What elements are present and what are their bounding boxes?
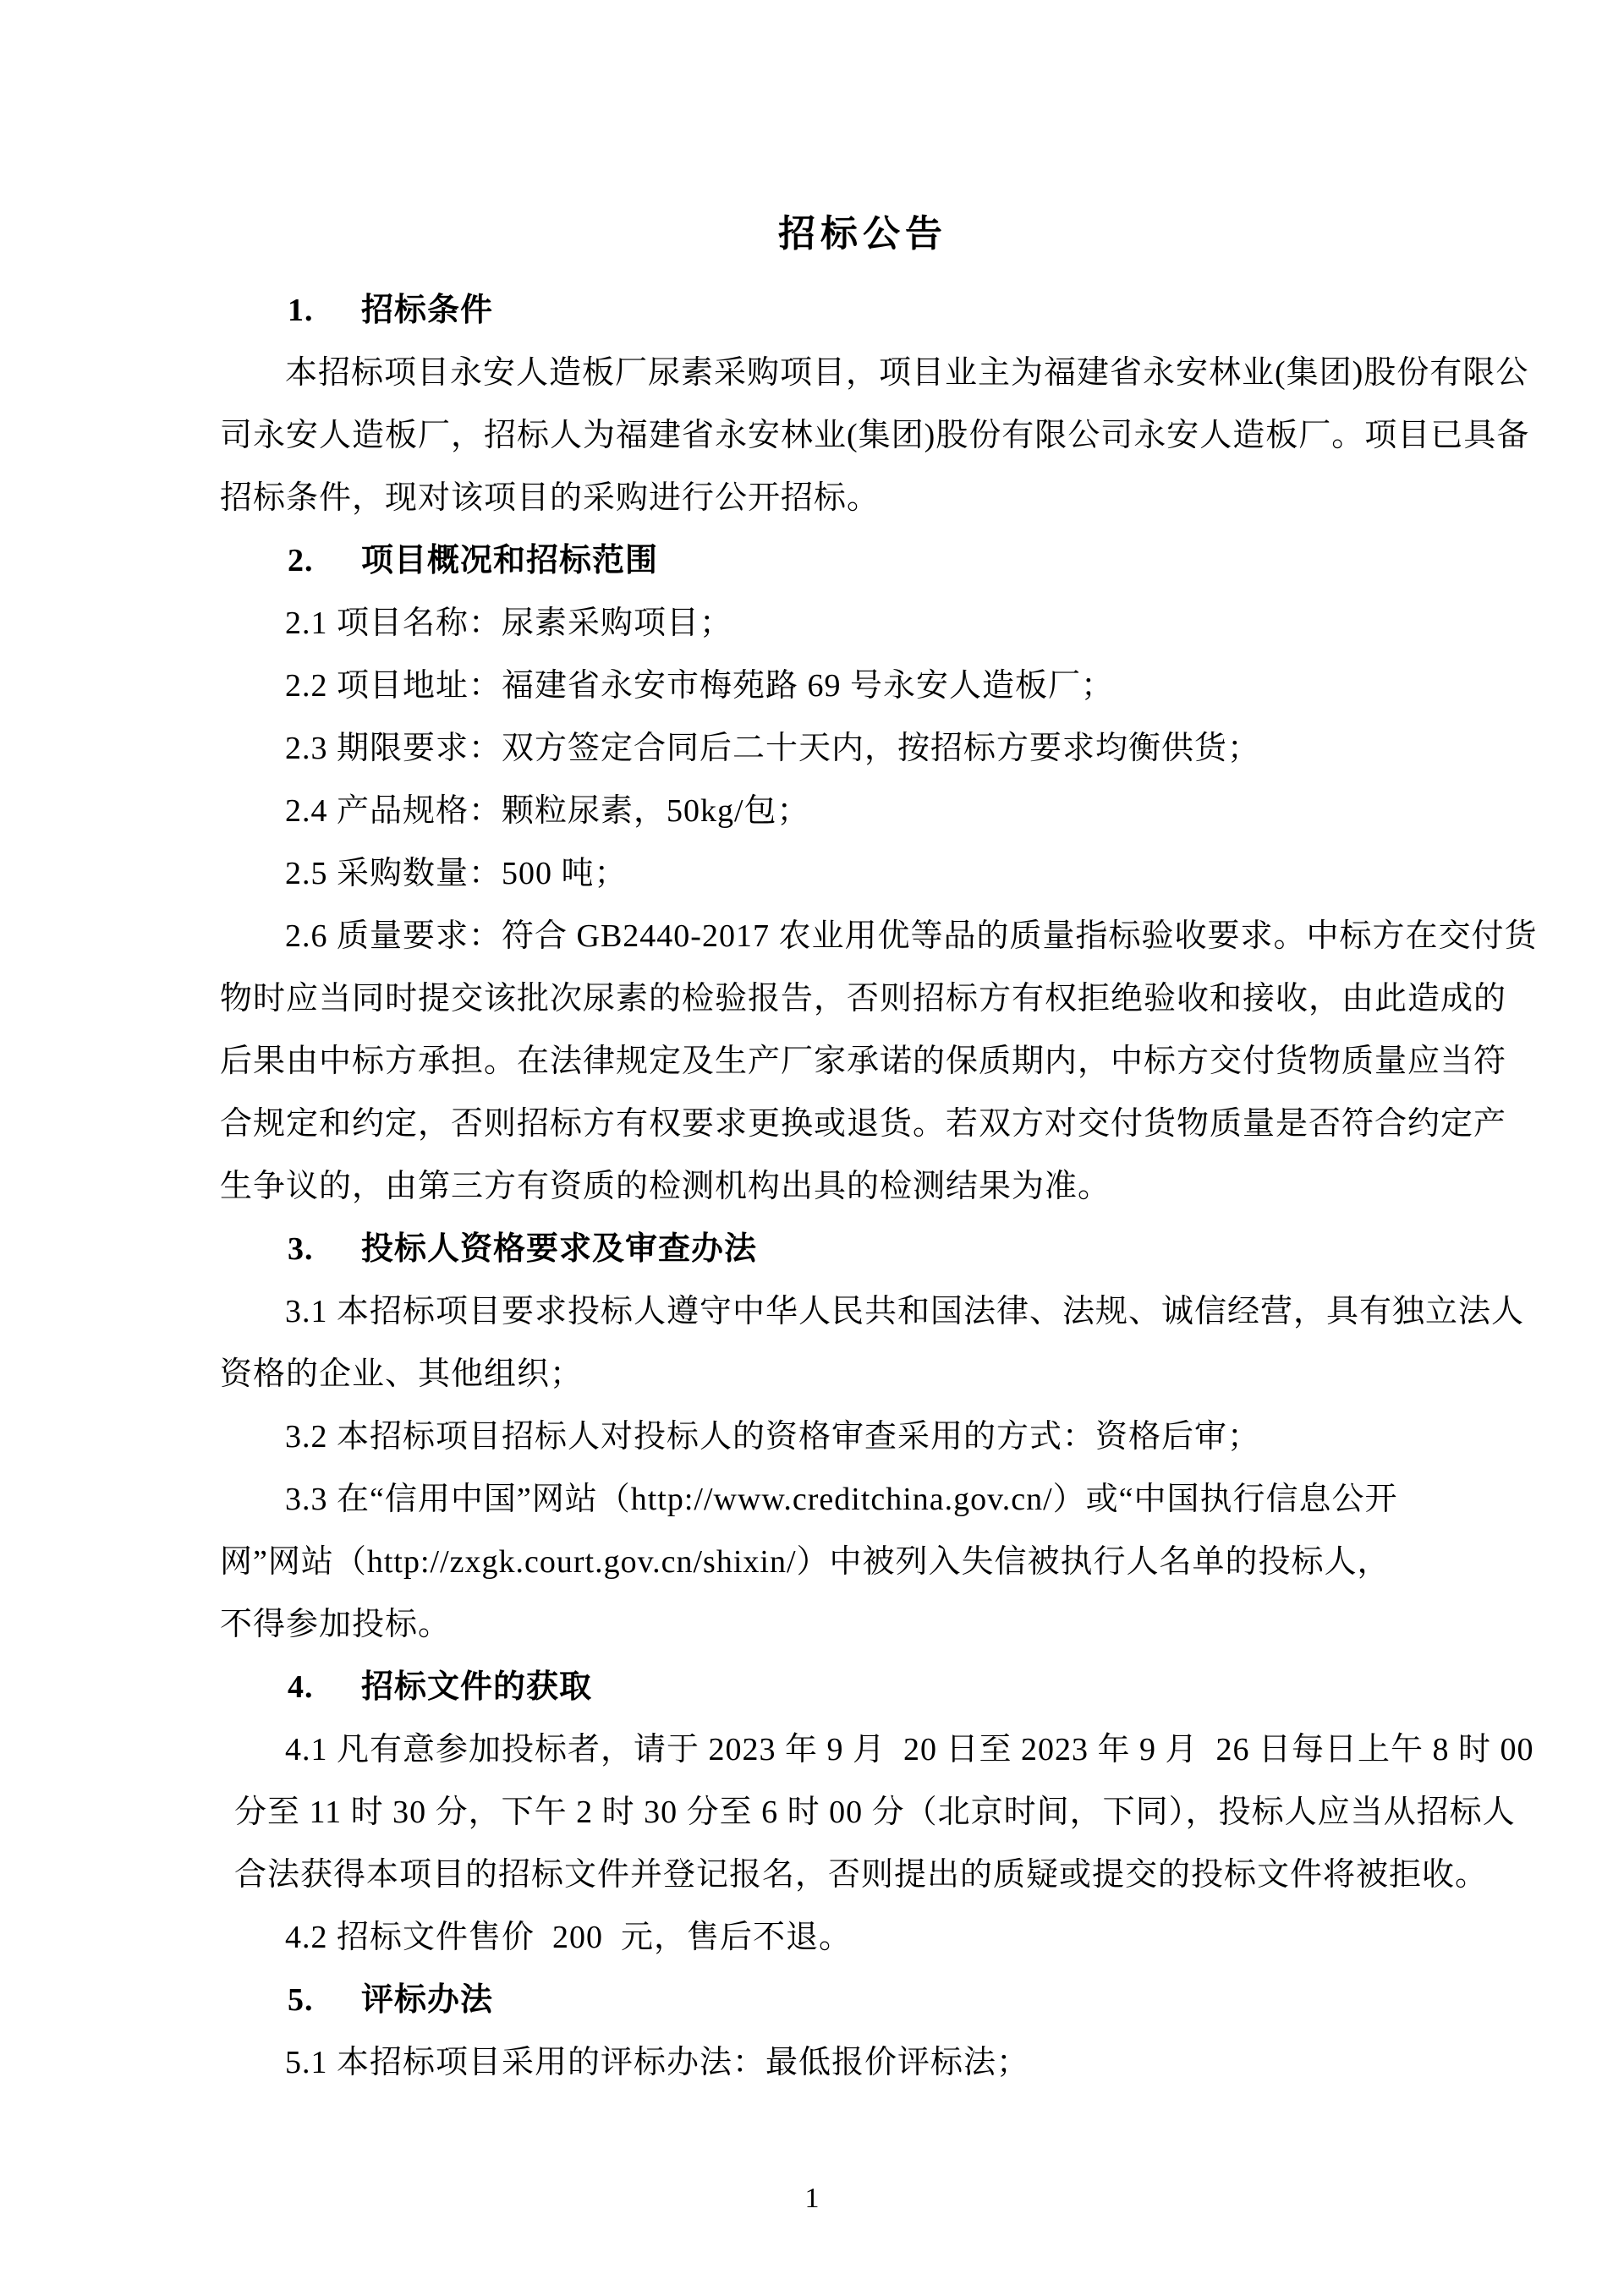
body-line: 分至 11 时 30 分，下午 2 时 30 分至 6 时 00 分（北京时间，下同），投标人应当从招标人 bbox=[234, 1795, 1516, 1830]
section-heading bbox=[220, 1969, 1506, 2031]
heading-number: 4. bbox=[288, 1669, 314, 1705]
section-heading bbox=[220, 1218, 1506, 1280]
body-line: 合规定和约定，否则招标方有权要求更换或退货。若双方对交付货物质量是否符合约定产 bbox=[220, 1106, 1507, 1142]
heading-text: 招标文件的获取 bbox=[361, 1669, 593, 1705]
section-heading bbox=[220, 529, 1506, 592]
body-line: 生争议的，由第三方有资质的检测机构出具的检测结果为准。 bbox=[220, 1169, 1111, 1204]
heading-number: 3. bbox=[288, 1231, 314, 1267]
body-line: 3.1 本招标项目要求投标人遵守中华人民共和国法律、法规、诚信经营，具有独立法人 bbox=[285, 1294, 1525, 1329]
body-line: 2.5 采购数量：500 吨； bbox=[285, 856, 628, 891]
body-line: 司永安人造板厂，招标人为福建省永安林业(集团)股份有限公司永安人造板厂。项目已具备 bbox=[220, 418, 1530, 453]
body-line: 4.1 凡有意参加投标者，请于 2023 年 9 月 20 日至 2023 年 9 月 26 日每日上午 8 时 00 bbox=[285, 1732, 1534, 1767]
body-line: 2.4 产品规格：颗粒尿素，50kg/包； bbox=[285, 793, 810, 829]
heading-text: 项目概况和招标范围 bbox=[361, 543, 659, 578]
body-line: 5.1 本招标项目采用的评标办法：最低报价评标法； bbox=[285, 2045, 1030, 2080]
body-line: 3.2 本招标项目招标人对投标人的资格审查采用的方式：资格后审； bbox=[285, 1419, 1261, 1455]
body-line: 合法获得本项目的招标文件并登记报名，否则提出的质疑或提交的投标文件将被拒收。 bbox=[234, 1857, 1489, 1893]
body-line: 3.3 在“信用中国”网站（http://www.creditchina.gov.cn/）或“中国执行信息公开 bbox=[285, 1482, 1398, 1517]
body-line: 2.1 项目名称：尿素采购项目； bbox=[285, 606, 733, 641]
heading-number: 2. bbox=[288, 543, 314, 578]
body-line: 不得参加投标。 bbox=[220, 1607, 452, 1642]
heading-text: 投标人资格要求及审查办法 bbox=[361, 1231, 758, 1267]
document-body bbox=[220, 279, 1538, 2094]
body-line: 4.2 招标文件售价 200 元，售后不退。 bbox=[285, 1920, 853, 1955]
body-line: 后果由中标方承担。在法律规定及生产厂家承诺的保质期内，中标方交付货物质量应当符 bbox=[220, 1044, 1507, 1079]
body-line: 本招标项目永安人造板厂尿素采购项目，项目业主为福建省永安林业(集团)股份有限公 bbox=[285, 355, 1529, 391]
document-content bbox=[220, 200, 1538, 2094]
heading-number: 5. bbox=[288, 1982, 314, 2018]
body-line: 2.2 项目地址：福建省永安市梅苑路 69 号永安人造板厂； bbox=[285, 668, 1115, 704]
body-line: 2.3 期限要求：双方签定合同后二十天内，按招标方要求均衡供货； bbox=[285, 731, 1261, 766]
body-line: 资格的企业、其他组织； bbox=[220, 1356, 584, 1392]
body-line: 网”网站（http://zxgk.court.gov.cn/shixin/）中被列入失信被执行人名单的投标人， bbox=[220, 1544, 1391, 1580]
heading-number: 1. bbox=[288, 293, 314, 328]
heading-text: 招标条件 bbox=[361, 293, 494, 328]
body-line: 招标条件，现对该项目的采购进行公开招标。 bbox=[220, 480, 881, 516]
section-heading bbox=[220, 279, 1506, 342]
body-line: 2.6 质量要求：符合 GB2440-2017 农业用优等品的质量指标验收要求。中标方在交付货 bbox=[285, 918, 1538, 954]
body-line: 物时应当同时提交该批次尿素的检验报告，否则招标方有权拒绝验收和接收，由此造成的 bbox=[220, 981, 1507, 1016]
document-title: 招标公告 bbox=[778, 213, 947, 255]
page-number: 1 bbox=[804, 2183, 820, 2214]
heading-text: 评标办法 bbox=[361, 1982, 494, 2018]
section-heading bbox=[220, 1656, 1506, 1718]
